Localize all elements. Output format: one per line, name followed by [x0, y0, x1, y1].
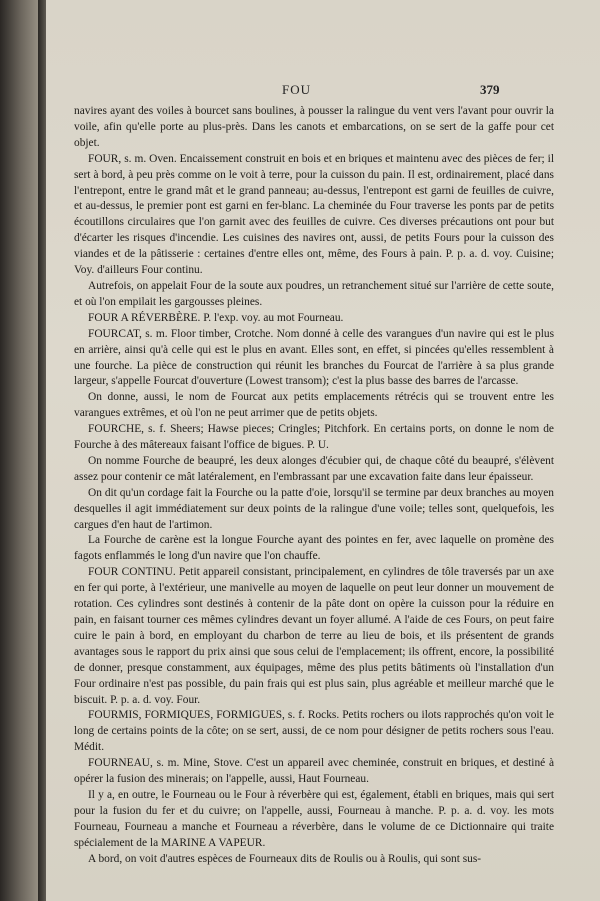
entry-paragraph: On dit qu'un cordage fait la Fourche ou la patte d'oie, lorsqu'il se termine par deux branches au moyen desquelles il agit immédiatement sur deux points de la ralingue d'une voile; telles sont, quelquefois, les cargues d'en haut de l'artimon.: [74, 486, 554, 531]
entry-fourmis: FOURMIS, FORMIQUES, FORMIGUES, s. f. Rocks. Petits rochers ou ilots rapprochés qu'on voit le long de certains points de la côte; on se sert, aussi, de ce nom pour désigner de petits rochers sous l'eau. Médit.: [74, 709, 554, 754]
entry-fourcat: FOURCAT, s. m. Floor timber, Crotche. Nom donné à celle des varangues d'un navire qui est le plus en arrière, ainsi qu'à celle qui est le plus en avant. Elles sont, en effet, si pincées qu'elles ressemblent à une fourche. La pièce de construction qui réunit les branches du Fourcat de l'arrière à sa plus grande largeur, s'appelle Fourcat d'ouverture (Lowest transom); c'est la plus basse des barres de l'arcasse.: [74, 327, 554, 388]
dictionary-text: [74, 104, 554, 868]
running-head-word: FOU: [282, 82, 312, 97]
entry-paragraph: navires ayant des voiles à bourcet sans boulines, à pousser la ralingue du vent vers l'avant pour ouvrir la voile, afin qu'elle porte au plus-près. Dans les canots et embarcations, on se sert de la gaffe pour cet objet.: [74, 105, 554, 149]
entry-paragraph: On nomme Fourche de beaupré, les deux alonges d'écubier qui, de chaque côté du beaupré, s'élèvent assez pour contenir ce mât latéralement, en l'embrassant par une excavation faite dans leur épaisseur.: [74, 454, 554, 483]
entry-four: FOUR, s. m. Oven. Encaissement construit en bois et en briques et maintenu avec des pièces de fer; il sert à bord, à peu près comme on le voit à terre, pour la cuisson du pain. Il est, ordinairement, placé dans l'entrepont, entre le grand mât et le grand panneau; au-dessus, l'entrepont est garni de feuilles de cuivre, et au-dessus, le premier pont est garni en fer-blanc. La cheminée du Four traverse les ponts par de petits écoutillons circulaires que l'on garnit avec des feuilles de cuivre. Ces diverses précautions ont pour but d'écarter les risques d'incendie. Les cuisines des navires ont, aussi, de petits Fours pour la cuisson des viandes et de la pâtisserie : certaines d'entre elles ont, même, des Fours à pain. P. p. a. d. voy. Cuisine; Voy. d'ailleurs Four continu.: [74, 152, 554, 277]
entry-fourche: FOURCHE, s. f. Sheers; Hawse pieces; Cringles; Pitchfork. En certains ports, on donne le nom de Fourche à des mâtereaux faisant l'office de bigues. P. U.: [74, 423, 554, 452]
entry-paragraph: On donne, aussi, le nom de Fourcat aux petits emplacements rétrécis qui se trouvent entre les varangues extrêmes, et où l'on ne peut arrimer que de petits objets.: [74, 391, 554, 420]
entry-four-continu: FOUR CONTINU. Petit appareil consistant, principalement, en cylindres de tôle traversés par un axe en fer qui porte, à l'extérieur, une manivelle au moyen de laquelle on peut leur donner un mouvement de rotation. Ces cylindres sont destinés à contenir de la pâte dont on opère la cuisson pour la réduire en pain, en faisant tourner ces mêmes cylindres devant un foyer allumé. A l'aide de ces Fours, on peut faire cuire le pain à bord, en employant du charbon de terre au lieu de bois, et ils présentent de grands avantages sous le rapport du prix ainsi que sous celui de l'emplacement; ils offrent, encore, la possibilité de donner, presque constamment, aux équipages, même des plus petits bâtiments où l'installation d'un Four ordinaire n'est pas possible, du pain frais qui est plus sain, plus agréable et meilleur marché que le biscuit. P. p. a. d. voy. Four.: [74, 566, 554, 706]
entry-fourneau: FOURNEAU, s. m. Mine, Stove. C'est un appareil avec cheminée, construit en briques, et destiné à opérer la fusion des minerais; on l'appelle, aussi, Haut Fourneau.: [74, 757, 554, 786]
entry-paragraph: Autrefois, on appelait Four de la soute aux poudres, un retranchement situé sur l'arrière de cette soute, et où l'on empilait les gargousses pleines.: [74, 279, 554, 308]
entry-paragraph: Il y a, en outre, le Fourneau ou le Four à réverbère qui est, également, établi en briques, mais qui sert pour la fusion du fer et du cuivre; on l'appelle, aussi, Fourneau à manche. P. p. a. d. voy. les mots Fourneau, Fourneau a manche et Fourneau a réverbère, dans le volume de ce Dictionnaire qui traite spécialement de la MARINE A VAPEUR.: [74, 788, 554, 849]
running-head: [46, 82, 600, 100]
page-number: 379: [480, 82, 500, 97]
dictionary-page: [46, 0, 600, 901]
entry-paragraph: La Fourche de carène est la longue Fourche ayant des pointes en fer, avec laquelle on promène des fagots enflammés le long d'un navire que l'on chauffe.: [74, 534, 554, 563]
entry-four-a-reverbere: FOUR A RÉVERBÈRE. P. l'exp. voy. au mot Fourneau.: [88, 311, 344, 324]
entry-paragraph: A bord, on voit d'autres espèces de Fourneaux dits de Roulis ou à Roulis, qui sont sus-: [88, 852, 482, 865]
